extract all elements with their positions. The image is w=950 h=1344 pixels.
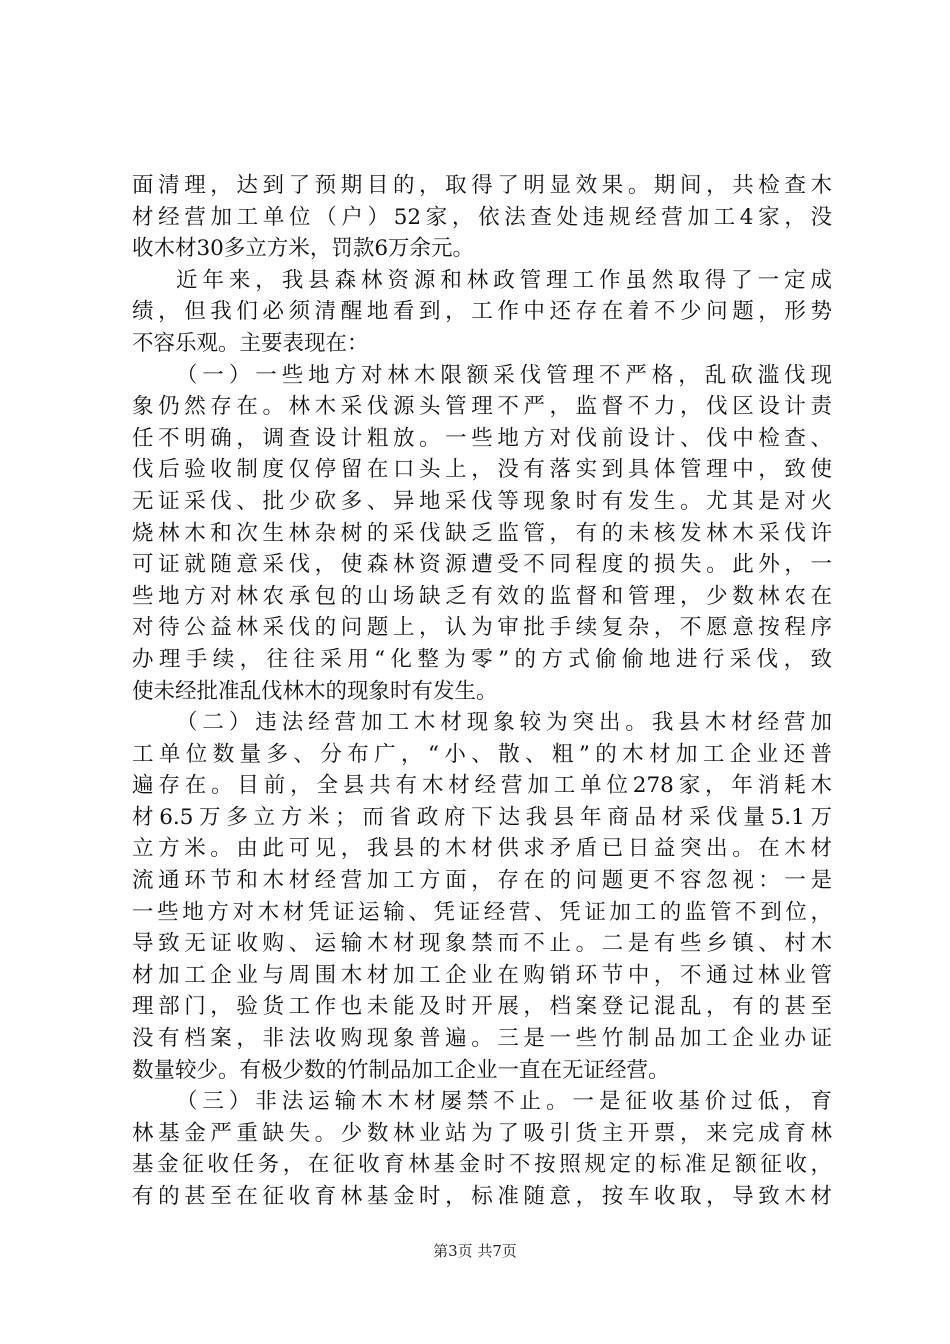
text-line: 烧林木和次生林杂树的采伐缺乏监管，有的未核发林木采伐许 [132, 520, 832, 546]
text-line: 绩，但我们必须清醒地看到，工作中还存在着不少问题，形势 [132, 299, 832, 325]
text-line: 理部门，验货工作也未能及时开展，档案登记混乱，有的甚至 [132, 994, 832, 1020]
text-line: 近年来，我县森林资源和林政管理工作虽然取得了一定成 [176, 267, 832, 293]
text-line: 立方米。由此可见，我县的木材供求矛盾已日益突出。在木材 [132, 836, 832, 862]
text-line: 伐后验收制度仅停留在口头上，没有落实到具体管理中，致使 [132, 457, 832, 483]
text-line: 数量较少。有极少数的竹制品加工企业一直在无证经营。 [132, 1057, 670, 1083]
text-line: 可证就随意采伐，使森林资源遭受不同程度的损失。此外，一 [132, 552, 832, 578]
text-line: 材加工企业与周围木材加工企业在购销环节中，不通过林业管 [132, 962, 832, 988]
text-line: （三）非法运输木木材屡禁不止。一是征收基价过低，育 [176, 1089, 832, 1115]
text-line: 材6.5万多立方米；而省政府下达我县年商品材采伐量5.1万 [132, 804, 832, 830]
text-line: （二）违法经营加工木材现象较为突出。我县木材经营加 [176, 710, 832, 736]
text-line: 材经营加工单位（户）52家，依法查处违规经营加工4家，没 [132, 204, 832, 230]
text-line: 林基金严重缺失。少数林业站为了吸引货主开票，来完成育林 [132, 1120, 832, 1146]
text-line: （一）一些地方对林木限额采伐管理不严格，乱砍滥伐现 [176, 362, 832, 388]
text-line: 办理手续，往往采用“化整为零”的方式偷偷地进行采伐，致 [132, 646, 832, 672]
text-line: 流通环节和木材经营加工方面，存在的问题更不容忽视：一是 [132, 868, 832, 894]
text-line: 一些地方对木材凭证运输、凭证经营、凭证加工的监管不到位， [132, 899, 832, 925]
text-line: 没有档案，非法收购现象普遍。三是一些竹制品加工企业办证 [132, 1026, 832, 1052]
text-line: 不容乐观。主要表现在： [132, 330, 369, 356]
text-line: 些地方对林农承包的山场缺乏有效的监督和管理，少数林农在 [132, 583, 832, 609]
text-line: 有的甚至在征收育林基金时，标准随意，按车收取，导致木材 [132, 1184, 832, 1209]
text-line: 导致无证收购、运输木材现象禁而不止。二是有些乡镇、村木 [132, 931, 832, 957]
text-line: 收木材30多立方米，罚款6万余元。 [132, 236, 475, 262]
text-line: 工单位数量多、分布广，“小、散、粗”的木材加工企业还普 [132, 741, 832, 767]
page-number-footer: 第3页 共7页 [433, 1242, 517, 1260]
text-line: 对待公益林采伐的问题上，认为审批手续复杂，不愿意按程序 [132, 615, 832, 641]
text-line: 遍存在。目前，全县共有木材经营加工单位278家，年消耗木 [132, 773, 832, 799]
text-line: 象仍然存在。林木采伐源头管理不严，监督不力，伐区设计责 [132, 394, 832, 420]
text-line: 无证采伐、批少砍多、异地采伐等现象时有发生。尤其是对火 [132, 488, 832, 514]
text-line: 任不明确，调查设计粗放。一些地方对伐前设计、伐中检查、 [132, 425, 832, 451]
text-line: 基金征收任务，在征收育林基金时不按照规定的标准足额征收， [132, 1152, 832, 1178]
text-line: 面清理，达到了预期目的，取得了明显效果。期间，共检查木 [132, 173, 832, 198]
text-line: 使未经批准乱伐林木的现象时有发生。 [132, 678, 498, 704]
document-body [132, 170, 832, 1213]
